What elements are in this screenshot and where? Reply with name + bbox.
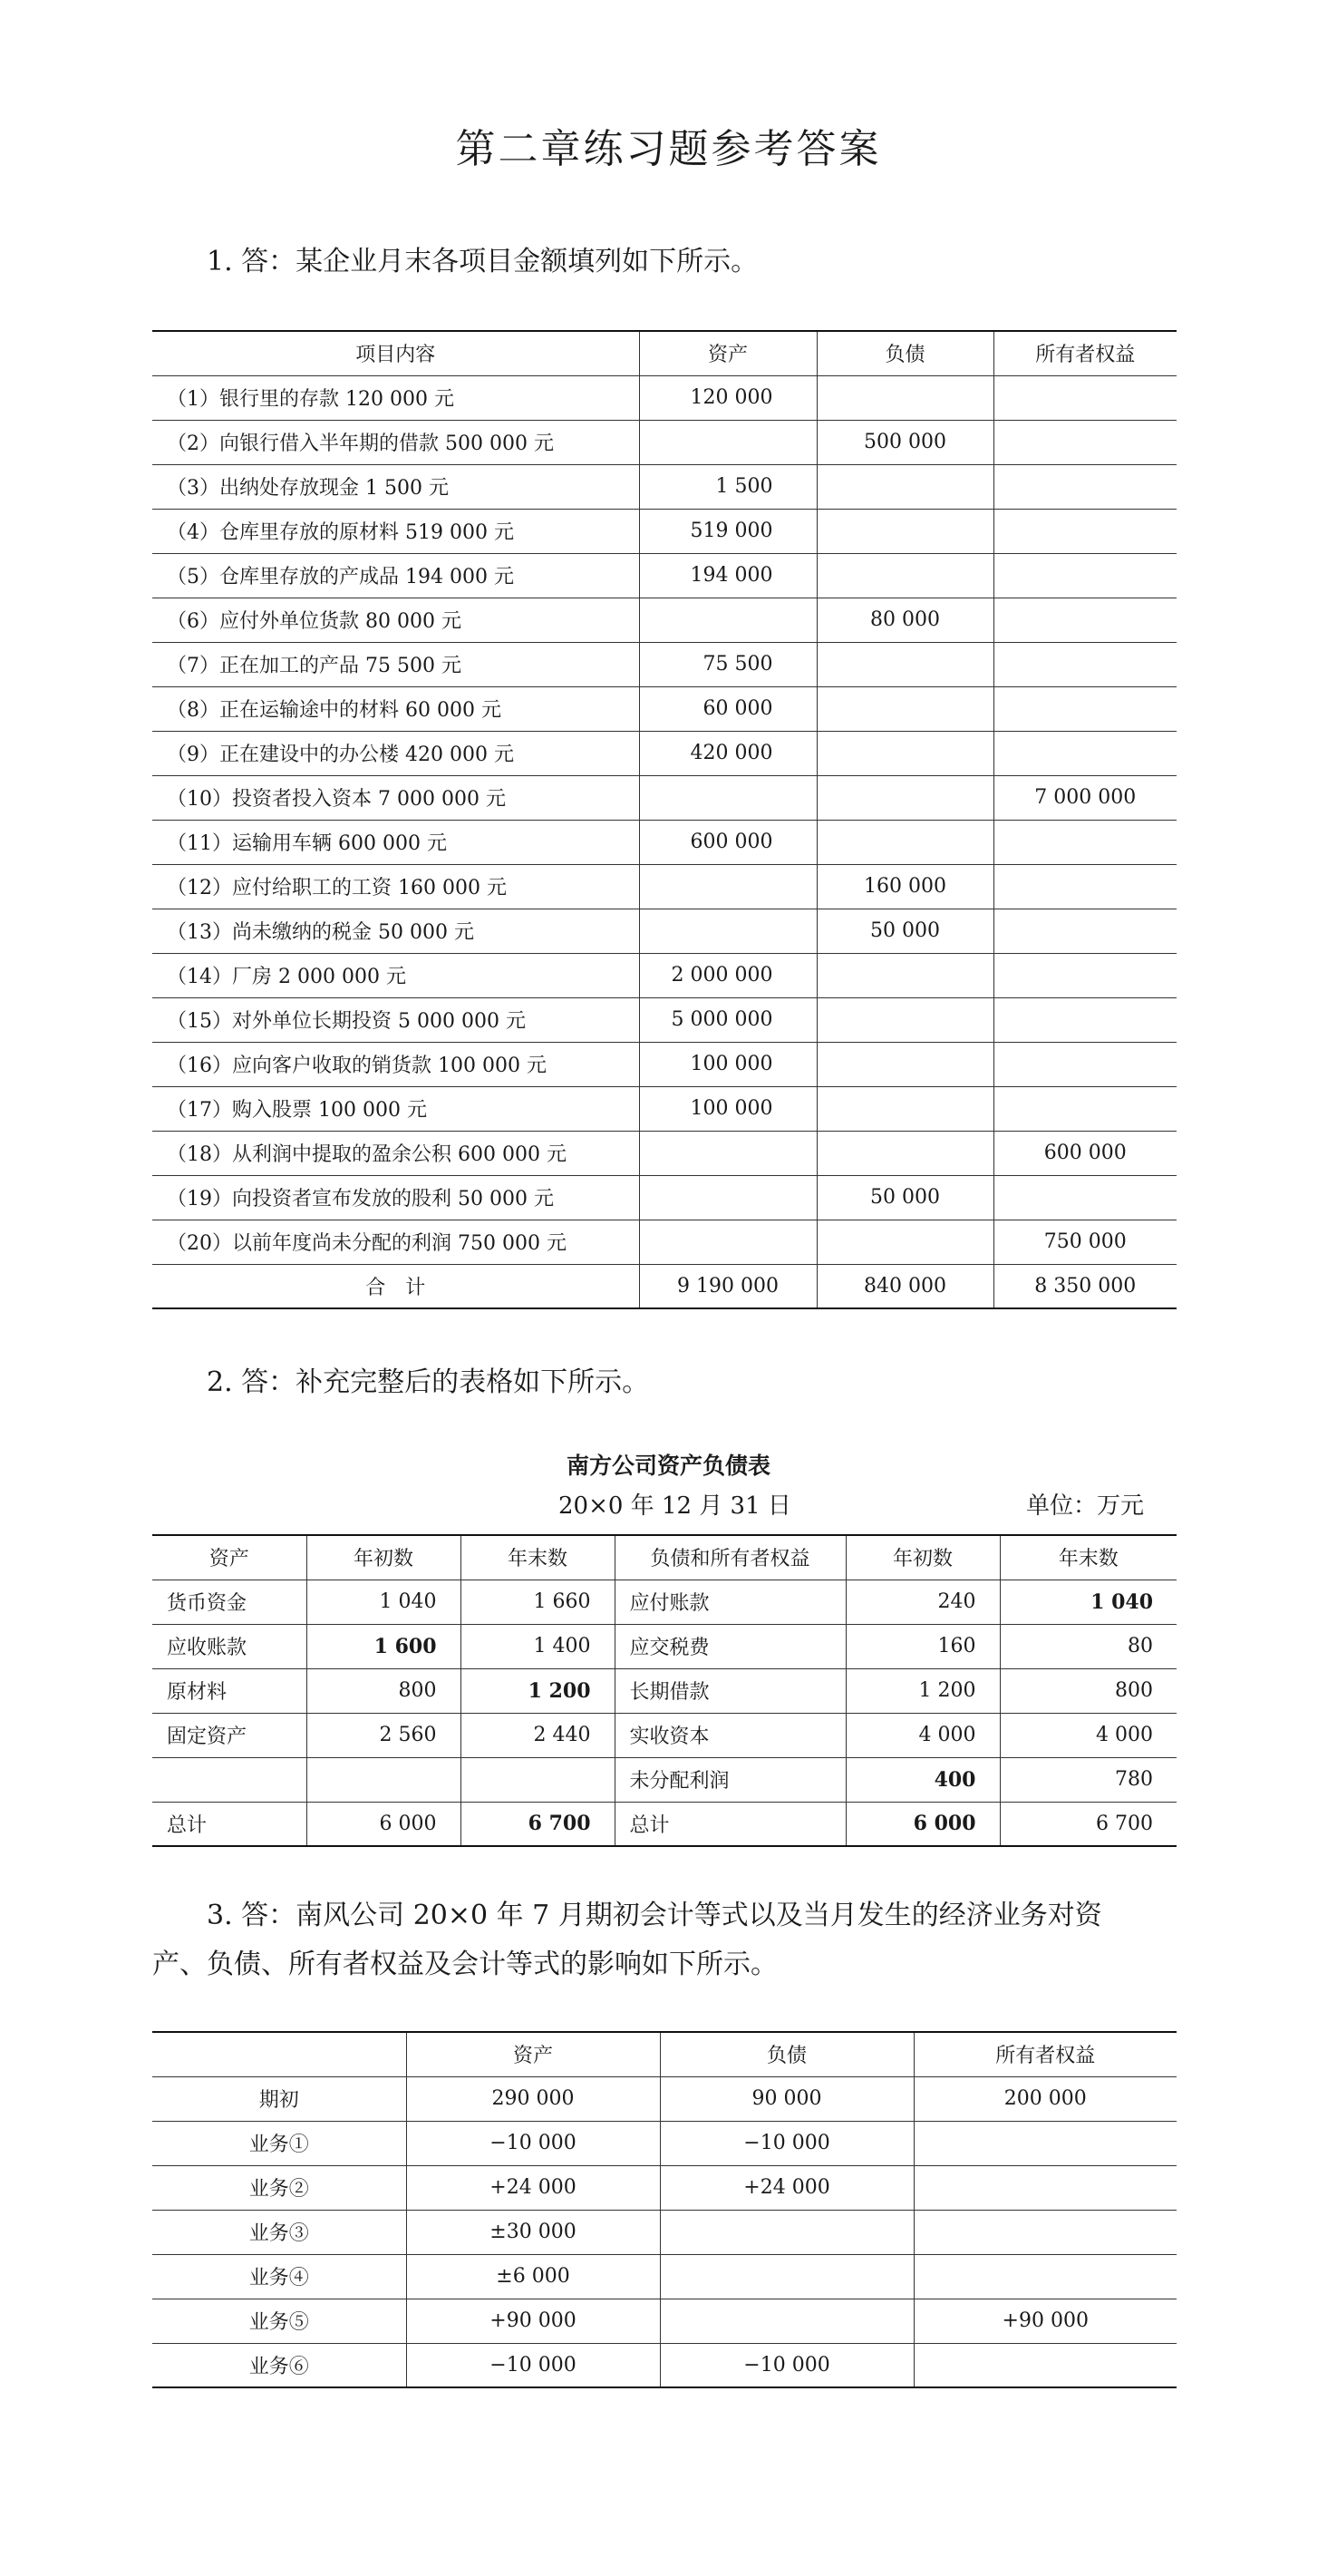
liability-cell xyxy=(817,509,993,553)
asset-cell: ±30 000 xyxy=(406,2210,660,2254)
liability-end-cell: 6 700 xyxy=(1000,1802,1177,1846)
liability-begin-cell: 1 200 xyxy=(846,1668,1000,1713)
table-header-row xyxy=(152,2032,1177,2076)
asset-begin-cell xyxy=(306,1757,460,1802)
equity-cell xyxy=(914,2165,1177,2210)
total-liability: 840 000 xyxy=(817,1264,993,1308)
liability-begin-cell: 160 xyxy=(846,1624,1000,1668)
liability-cell xyxy=(817,731,993,775)
table-row xyxy=(152,2299,1177,2343)
equity-cell xyxy=(993,420,1177,464)
table-row xyxy=(152,1175,1177,1220)
liability-cell: 90 000 xyxy=(660,2076,914,2121)
asset-cell: 519 000 xyxy=(639,509,817,553)
asset-cell: 194 000 xyxy=(639,553,817,598)
balance-sheet-title: 南方公司资产负债表 xyxy=(566,1453,770,1479)
liability-cell: 80 000 xyxy=(817,598,993,642)
liability-cell xyxy=(817,642,993,686)
asset-end-cell: 6 700 xyxy=(460,1802,615,1846)
asset-cell xyxy=(639,598,817,642)
table-row xyxy=(152,2210,1177,2254)
liability-name-cell: 总计 xyxy=(615,1802,846,1846)
column-header-liability-equity: 负债和所有者权益 xyxy=(615,1535,846,1580)
table-row xyxy=(152,997,1177,1042)
table-row xyxy=(152,1220,1177,1264)
column-header-liability: 负债 xyxy=(817,331,993,375)
asset-cell: 1 500 xyxy=(639,464,817,509)
asset-name-cell: 原材料 xyxy=(152,1668,306,1713)
transaction-cell: 业务④ xyxy=(152,2254,406,2299)
asset-end-cell: 1 660 xyxy=(460,1580,615,1624)
liability-cell xyxy=(817,1042,993,1086)
asset-cell: +90 000 xyxy=(406,2299,660,2343)
item-cell: （20）以前年度尚未分配的利润 750 000 元 xyxy=(152,1220,639,1264)
liability-end-cell: 80 xyxy=(1000,1624,1177,1668)
column-header-begin: 年初数 xyxy=(846,1535,1000,1580)
liability-cell xyxy=(660,2299,914,2343)
liability-name-cell: 应付账款 xyxy=(615,1580,846,1624)
liability-name-cell: 长期借款 xyxy=(615,1668,846,1713)
transaction-cell: 业务⑤ xyxy=(152,2299,406,2343)
asset-name-cell: 总计 xyxy=(152,1802,306,1846)
asset-cell xyxy=(639,1131,817,1175)
asset-cell: 120 000 xyxy=(639,375,817,420)
asset-name-cell xyxy=(152,1757,306,1802)
asset-begin-cell: 2 560 xyxy=(306,1713,460,1757)
item-cell: （6）应付外单位货款 80 000 元 xyxy=(152,598,639,642)
liability-cell xyxy=(817,686,993,731)
total-equity: 8 350 000 xyxy=(993,1264,1177,1308)
equity-cell xyxy=(914,2210,1177,2254)
asset-cell: 75 500 xyxy=(639,642,817,686)
column-header-asset: 资产 xyxy=(152,1535,306,1580)
equity-cell: 600 000 xyxy=(993,1131,1177,1175)
table-row xyxy=(152,953,1177,997)
liability-begin-cell: 6 000 xyxy=(846,1802,1000,1846)
item-cell: （7）正在加工的产品 75 500 元 xyxy=(152,642,639,686)
liability-begin-cell: 240 xyxy=(846,1580,1000,1624)
liability-end-cell: 4 000 xyxy=(1000,1713,1177,1757)
asset-cell: 60 000 xyxy=(639,686,817,731)
q3-intro-line2: 产、负债、所有者权益及会计等式的影响如下所示。 xyxy=(152,1949,778,1980)
equity-cell xyxy=(993,731,1177,775)
equity-cell xyxy=(993,997,1177,1042)
table-row xyxy=(152,686,1177,731)
column-header-end: 年末数 xyxy=(460,1535,615,1580)
liability-cell xyxy=(817,1220,993,1264)
equity-cell xyxy=(914,2343,1177,2387)
liability-cell: 50 000 xyxy=(817,909,993,953)
equity-cell xyxy=(914,2254,1177,2299)
column-header-asset: 资产 xyxy=(639,331,817,375)
column-header-equity: 所有者权益 xyxy=(914,2032,1177,2076)
equity-cell xyxy=(993,553,1177,598)
asset-name-cell: 固定资产 xyxy=(152,1713,306,1757)
asset-cell: 2 000 000 xyxy=(639,953,817,997)
asset-cell: −10 000 xyxy=(406,2343,660,2387)
table-row xyxy=(152,1042,1177,1086)
transaction-cell: 业务③ xyxy=(152,2210,406,2254)
table-row xyxy=(152,2343,1177,2387)
table-row xyxy=(152,1668,1177,1713)
transaction-cell: 业务② xyxy=(152,2165,406,2210)
balance-sheet-unit: 单位：万元 xyxy=(1026,1492,1145,1520)
asset-end-cell: 1 200 xyxy=(460,1668,615,1713)
item-cell: （5）仓库里存放的产成品 194 000 元 xyxy=(152,553,639,598)
item-cell: （9）正在建设中的办公楼 420 000 元 xyxy=(152,731,639,775)
liability-begin-cell: 400 xyxy=(846,1757,1000,1802)
asset-cell: 5 000 000 xyxy=(639,997,817,1042)
table-row xyxy=(152,1086,1177,1131)
asset-name-cell: 应收账款 xyxy=(152,1624,306,1668)
asset-cell xyxy=(639,775,817,820)
asset-cell: 600 000 xyxy=(639,820,817,864)
table-row xyxy=(152,2121,1177,2165)
table-row xyxy=(152,642,1177,686)
q3-intro-line1: 3. 答：南风公司 20×0 年 7 月期初会计等式以及当月发生的经济业务对资 xyxy=(207,1900,1102,1931)
table-row xyxy=(152,864,1177,909)
asset-end-cell: 2 440 xyxy=(460,1713,615,1757)
item-cell: （3）出纳处存放现金 1 500 元 xyxy=(152,464,639,509)
table-row xyxy=(152,1802,1177,1846)
asset-name-cell: 货币资金 xyxy=(152,1580,306,1624)
liability-name-cell: 应交税费 xyxy=(615,1624,846,1668)
asset-cell: 100 000 xyxy=(639,1042,817,1086)
table-row xyxy=(152,1580,1177,1624)
liability-name-cell: 未分配利润 xyxy=(615,1757,846,1802)
item-cell: （17）购入股票 100 000 元 xyxy=(152,1086,639,1131)
column-header-end: 年末数 xyxy=(1000,1535,1177,1580)
transaction-cell: 业务⑥ xyxy=(152,2343,406,2387)
total-asset: 9 190 000 xyxy=(639,1264,817,1308)
total-label: 合 计 xyxy=(152,1264,639,1308)
table-row xyxy=(152,731,1177,775)
table-row xyxy=(152,1713,1177,1757)
table-row xyxy=(152,1624,1177,1668)
asset-cell: −10 000 xyxy=(406,2121,660,2165)
item-cell: （11）运输用车辆 600 000 元 xyxy=(152,820,639,864)
item-cell: （13）尚未缴纳的税金 50 000 元 xyxy=(152,909,639,953)
liability-name-cell: 实收资本 xyxy=(615,1713,846,1757)
equity-cell xyxy=(993,464,1177,509)
liability-cell xyxy=(817,553,993,598)
liability-cell xyxy=(660,2210,914,2254)
equity-cell xyxy=(993,820,1177,864)
item-cell: （14）厂房 2 000 000 元 xyxy=(152,953,639,997)
transaction-cell: 期初 xyxy=(152,2076,406,2121)
asset-cell xyxy=(639,864,817,909)
asset-end-cell xyxy=(460,1757,615,1802)
table-header-row xyxy=(152,1535,1177,1580)
table-row xyxy=(152,509,1177,553)
liability-cell xyxy=(817,464,993,509)
equity-cell: 750 000 xyxy=(993,1220,1177,1264)
item-cell: （18）从利润中提取的盈余公积 600 000 元 xyxy=(152,1131,639,1175)
equity-cell xyxy=(993,598,1177,642)
table-row xyxy=(152,464,1177,509)
asset-cell xyxy=(639,1175,817,1220)
asset-cell: 290 000 xyxy=(406,2076,660,2121)
asset-cell: ±6 000 xyxy=(406,2254,660,2299)
column-header-blank xyxy=(152,2032,406,2076)
liability-cell: 160 000 xyxy=(817,864,993,909)
table-row xyxy=(152,1131,1177,1175)
equity-cell xyxy=(993,375,1177,420)
column-header-liability: 负债 xyxy=(660,2032,914,2076)
item-cell: （10）投资者投入资本 7 000 000 元 xyxy=(152,775,639,820)
liability-cell xyxy=(817,953,993,997)
equity-cell: 7 000 000 xyxy=(993,775,1177,820)
asset-cell xyxy=(639,1220,817,1264)
equity-cell xyxy=(993,864,1177,909)
table-row xyxy=(152,2254,1177,2299)
table-row xyxy=(152,820,1177,864)
liability-begin-cell: 4 000 xyxy=(846,1713,1000,1757)
table-row xyxy=(152,2076,1177,2121)
liability-cell xyxy=(660,2254,914,2299)
item-cell: （4）仓库里存放的原材料 519 000 元 xyxy=(152,509,639,553)
item-cell: （2）向银行借入半年期的借款 500 000 元 xyxy=(152,420,639,464)
liability-cell: 500 000 xyxy=(817,420,993,464)
table-row xyxy=(152,598,1177,642)
asset-cell: 420 000 xyxy=(639,731,817,775)
column-header-begin: 年初数 xyxy=(306,1535,460,1580)
asset-begin-cell: 800 xyxy=(306,1668,460,1713)
table-header-row xyxy=(152,331,1177,375)
q2-intro: 2. 答：补充完整后的表格如下所示。 xyxy=(207,1366,650,1398)
table-row xyxy=(152,909,1177,953)
page-title: 第二章练习题参考答案 xyxy=(455,126,882,172)
liability-cell: +24 000 xyxy=(660,2165,914,2210)
item-cell: （1）银行里的存款 120 000 元 xyxy=(152,375,639,420)
item-cell: （8）正在运输途中的材料 60 000 元 xyxy=(152,686,639,731)
item-cell: （12）应付给职工的工资 160 000 元 xyxy=(152,864,639,909)
liability-cell xyxy=(817,375,993,420)
liability-cell: −10 000 xyxy=(660,2121,914,2165)
asset-cell: +24 000 xyxy=(406,2165,660,2210)
liability-end-cell: 1 040 xyxy=(1000,1580,1177,1624)
item-cell: （15）对外单位长期投资 5 000 000 元 xyxy=(152,997,639,1042)
transaction-cell: 业务① xyxy=(152,2121,406,2165)
equity-cell xyxy=(993,1175,1177,1220)
q3-table xyxy=(152,2031,1177,2388)
table-row xyxy=(152,1757,1177,1802)
liability-cell xyxy=(817,1086,993,1131)
equity-cell xyxy=(914,2121,1177,2165)
q1-intro: 1. 答：某企业月末各项目金额填列如下所示。 xyxy=(207,246,759,277)
liability-cell: −10 000 xyxy=(660,2343,914,2387)
column-header-item: 项目内容 xyxy=(152,331,639,375)
table-row xyxy=(152,2165,1177,2210)
item-cell: （16）应向客户收取的销货款 100 000 元 xyxy=(152,1042,639,1086)
equity-cell xyxy=(993,1042,1177,1086)
column-header-equity: 所有者权益 xyxy=(993,331,1177,375)
equity-cell xyxy=(993,1086,1177,1131)
liability-cell xyxy=(817,997,993,1042)
column-header-asset: 资产 xyxy=(406,2032,660,2076)
liability-cell xyxy=(817,775,993,820)
item-cell: （19）向投资者宣布发放的股利 50 000 元 xyxy=(152,1175,639,1220)
asset-begin-cell: 6 000 xyxy=(306,1802,460,1846)
equity-cell xyxy=(993,642,1177,686)
equity-cell xyxy=(993,686,1177,731)
total-row xyxy=(152,1264,1177,1308)
asset-cell xyxy=(639,909,817,953)
liability-cell xyxy=(817,1131,993,1175)
q1-table xyxy=(152,330,1177,1309)
table-row xyxy=(152,375,1177,420)
equity-cell xyxy=(993,953,1177,997)
equity-cell xyxy=(993,909,1177,953)
table-row xyxy=(152,775,1177,820)
liability-end-cell: 800 xyxy=(1000,1668,1177,1713)
table-row xyxy=(152,553,1177,598)
liability-cell xyxy=(817,820,993,864)
balance-sheet-table xyxy=(152,1534,1177,1847)
liability-end-cell: 780 xyxy=(1000,1757,1177,1802)
asset-cell xyxy=(639,420,817,464)
liability-cell: 50 000 xyxy=(817,1175,993,1220)
equity-cell xyxy=(993,509,1177,553)
equity-cell: +90 000 xyxy=(914,2299,1177,2343)
balance-sheet-date: 20×0 年 12 月 31 日 xyxy=(558,1492,791,1520)
equity-cell: 200 000 xyxy=(914,2076,1177,2121)
asset-end-cell: 1 400 xyxy=(460,1624,615,1668)
asset-begin-cell: 1 600 xyxy=(306,1624,460,1668)
table-row xyxy=(152,420,1177,464)
asset-begin-cell: 1 040 xyxy=(306,1580,460,1624)
asset-cell: 100 000 xyxy=(639,1086,817,1131)
